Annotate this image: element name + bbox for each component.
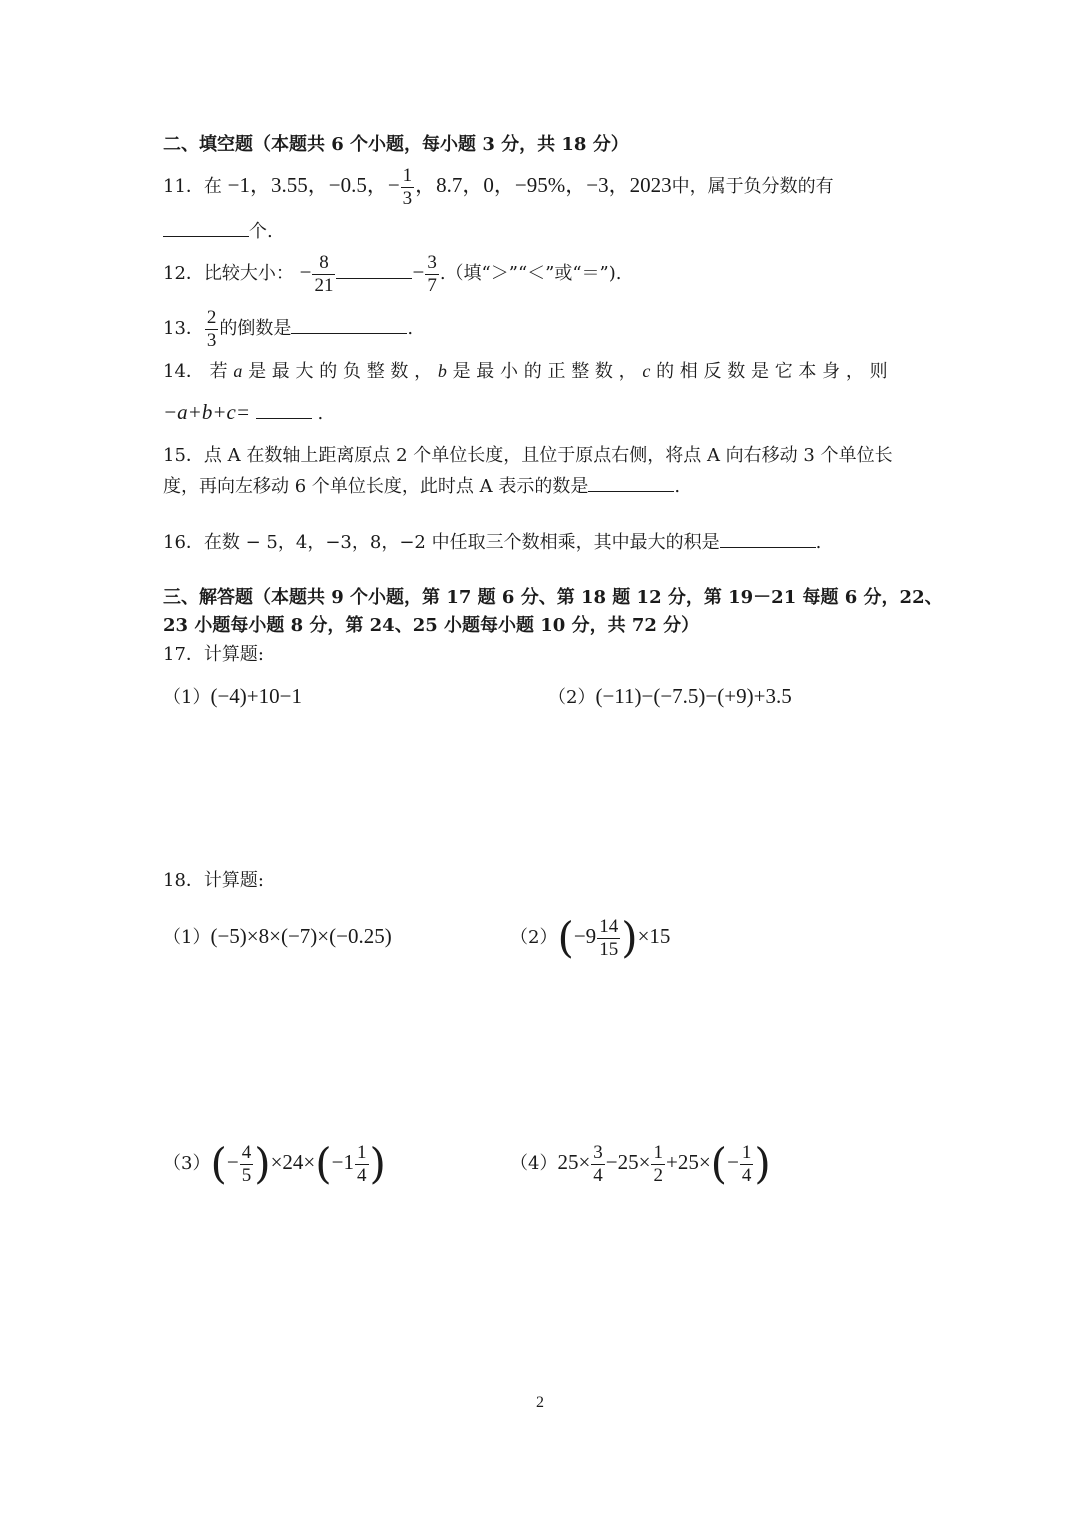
- q18-part2: [510, 906, 670, 968]
- q14-part3: 是 最 小 的 正 整 数 ，: [446, 361, 643, 382]
- q12-fraction-2: [425, 252, 439, 297]
- q18-p3-fraction-1: [240, 1142, 254, 1187]
- q11-frac-num: 1: [402, 164, 413, 186]
- q18-p4-open-paren: (: [710, 1139, 728, 1188]
- q18-part4: [510, 1132, 771, 1194]
- question-14: [163, 359, 888, 384]
- q12-f1-den: 21: [314, 274, 334, 296]
- q16-text: 16．在数 − 5，4，−3，8，−2 中任取三个数相乘，其中最大的积是: [163, 532, 720, 553]
- q16-end: .: [815, 532, 822, 553]
- q12-f1-num: 8: [312, 252, 335, 275]
- q18-p4-a: 25×: [557, 1150, 591, 1174]
- q12-fraction-1: [312, 252, 335, 297]
- q18-p3-open-paren-1: (: [210, 1139, 227, 1188]
- section-3-heading-line2: 23 小题每小题 8 分，第 24、25 小题每小题 10 分，共 72 分）: [163, 615, 700, 636]
- q12-minus-2: −: [412, 260, 425, 284]
- q14-part2: 是 最 大 的 负 整 数 ，: [242, 361, 438, 382]
- question-18-title: 18．计算题:: [163, 870, 264, 891]
- q13-prefix: 13．: [163, 318, 204, 339]
- q17-p2-label: （2）: [548, 687, 596, 708]
- q18-p3-mid: ×24×: [270, 1150, 316, 1174]
- q18-p3-den: 5: [241, 1164, 252, 1186]
- q14-part1: 14． 若: [163, 361, 234, 382]
- q13-end: .: [407, 318, 414, 339]
- question-11: [163, 160, 834, 212]
- q18-p2-whole: −9: [573, 924, 597, 948]
- section-3-heading-line1: 三、解答题（本题共 9 个小题，第 17 题 6 分、第 18 题 12 分，第 19－21 每题 6 分，22、: [163, 587, 943, 608]
- q18-p2-close-paren: ): [621, 913, 638, 962]
- q17-part2: [548, 684, 792, 710]
- q12-f2-den: 7: [427, 274, 437, 296]
- q18-p4-n1: 3: [593, 1141, 603, 1163]
- q14-part4: 的 相 反 数 是 它 本 身 ， 则: [650, 361, 888, 382]
- q14-var-a: a: [233, 361, 243, 381]
- q18-p4-n3: 1: [741, 1141, 752, 1163]
- q11-fraction: [401, 165, 415, 210]
- q17-p1-label: （1）: [163, 687, 211, 708]
- q18-p3-den2: 4: [357, 1164, 367, 1186]
- q15-end: .: [674, 476, 681, 497]
- q18-p2-tail: ×15: [637, 924, 671, 948]
- q18-p2-fraction: [597, 916, 620, 961]
- q18-p4-minus: −: [727, 1150, 739, 1174]
- q17-p2-expression: (−11)−(−7.5)−(+9)+3.5: [595, 684, 792, 708]
- q18-p3-num2: 1: [357, 1141, 367, 1163]
- q18-p4-fraction-1: [591, 1142, 605, 1187]
- q14-answer-blank[interactable]: [256, 400, 312, 419]
- q11-prefix: 11．在: [163, 176, 222, 197]
- q12-suffix: .（填“＞”“＜”或“＝”).: [439, 263, 622, 284]
- q14-end: .: [317, 403, 324, 424]
- q14-var-b: b: [437, 361, 447, 381]
- q18-p4-fraction-2: [651, 1142, 665, 1187]
- q18-p4-fraction-3: [740, 1142, 754, 1187]
- q18-p4-close-paren: ): [754, 1139, 771, 1188]
- q11-answer-blank[interactable]: [163, 218, 249, 237]
- question-13: [163, 303, 413, 355]
- q15-answer-blank[interactable]: [588, 473, 674, 492]
- question-14-line2: [163, 400, 323, 426]
- q13-f-den: 3: [206, 329, 217, 351]
- q13-fraction: [205, 307, 219, 352]
- q18-p4-label: （4）: [510, 1153, 558, 1174]
- q13-f-num: 2: [206, 306, 217, 328]
- q17-part1: [163, 684, 302, 710]
- q14-var-c: c: [642, 361, 651, 381]
- q18-p3-label: （3）: [163, 1153, 211, 1174]
- q11-numbers-a: −1，3.55，−0.5，−: [227, 173, 400, 197]
- question-17-title: 17．计算题:: [163, 644, 264, 665]
- q18-p1-label: （1）: [163, 927, 211, 948]
- q13-suffix: 的倒数是: [219, 318, 292, 339]
- q18-p3-fraction-2: [355, 1142, 369, 1187]
- q12-answer-blank[interactable]: [336, 260, 412, 279]
- q11-suffix: 中，属于负分数的有: [671, 176, 834, 197]
- question-15-line2: [163, 473, 680, 499]
- q18-p2-label: （2）: [510, 927, 558, 948]
- q16-answer-blank[interactable]: [720, 529, 816, 548]
- q14-expression: −a+b+c=: [163, 400, 251, 424]
- q11-numbers-b: ，8.7，0，−95%，−3，2023: [415, 173, 672, 197]
- q18-p3-close-paren-2: ): [369, 1139, 386, 1188]
- q18-p2-num: 14: [599, 915, 619, 937]
- q18-p3-close-paren-1: ): [254, 1139, 271, 1188]
- q18-p1-expression: (−5)×8×(−7)×(−0.25): [210, 924, 392, 948]
- section-2-heading: 二、填空题（本题共 6 个小题，每小题 3 分，共 18 分）: [163, 134, 629, 155]
- q15-text: 度，再向左移动 6 个单位长度，此时点 A 表示的数是: [163, 476, 589, 497]
- q18-p4-b: −25×: [605, 1150, 651, 1174]
- q11-tail: 个.: [249, 221, 273, 242]
- q12-minus-1: −: [299, 260, 312, 284]
- q11-frac-den: 3: [402, 187, 413, 209]
- question-11-line2: [163, 218, 273, 244]
- q12-f2-num: 3: [427, 251, 437, 273]
- q18-p3-whole: −1: [331, 1150, 354, 1174]
- q13-answer-blank[interactable]: [291, 315, 407, 334]
- q18-p3-num: 4: [241, 1141, 252, 1163]
- q18-p2-den: 15: [599, 938, 619, 960]
- question-15-line1: 15．点 A 在数轴上距离原点 2 个单位长度，且位于原点右侧，将点 A 向右移动 3 个单位长: [163, 445, 893, 466]
- q18-p4-d3: 4: [741, 1164, 752, 1186]
- q18-part3: [163, 1132, 386, 1194]
- q18-p3-minus: −: [226, 1150, 239, 1174]
- q18-part1: [163, 924, 392, 950]
- q18-p4-d1: 4: [593, 1164, 603, 1186]
- q18-p4-c: +25×: [665, 1150, 711, 1174]
- question-16: [163, 529, 821, 555]
- q17-p1-expression: (−4)+10−1: [210, 684, 302, 708]
- question-12: [163, 246, 622, 300]
- q18-p4-n2: 1: [653, 1141, 663, 1163]
- page-number: 2: [536, 1394, 544, 1411]
- q18-p2-open-paren: (: [557, 913, 574, 962]
- q12-prefix: 12．比较大小：: [163, 263, 294, 284]
- q18-p4-d2: 2: [653, 1164, 663, 1186]
- q18-p3-open-paren-2: (: [315, 1139, 332, 1188]
